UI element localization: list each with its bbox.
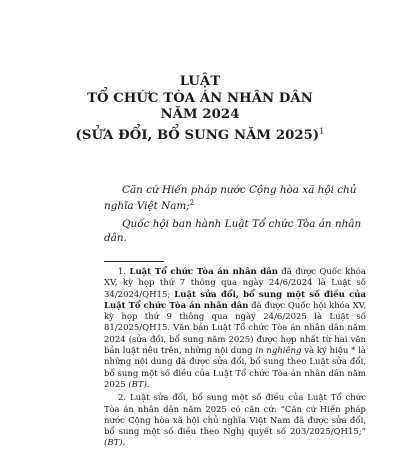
title-line-4-text: (SỬA ĐỔI, BỔ SUNG NĂM 2025) — [75, 127, 320, 143]
title-line-1: LUẬT — [179, 74, 221, 89]
footnote-1-bold-1: Luật Tổ chức Tòa án nhân dân — [129, 267, 278, 277]
preamble — [104, 184, 366, 250]
footnote-2 — [104, 393, 366, 449]
preamble-enact: Quốc hội ban hành Luật Tổ chức Tòa án nhân dân. — [104, 218, 362, 244]
footnote-1-text-3: và ký hiệu * là những nội dung đã được sửa đổi, bổ sung theo Luật sửa đổi, bổ sung một số điều của Luật Tổ chức Tòa án nhân dân năm 2025 — [104, 346, 366, 390]
footnote-2-italic: (BT) — [104, 438, 123, 449]
footnote-1-bold-2: Luật sửa đổi, bổ sung một số điều của Luật Tổ chức Tòa án nhân dân — [104, 289, 366, 311]
footnote-2-number: 2. — [118, 393, 127, 404]
title-line-4 — [0, 124, 400, 145]
footnote-2-text-2: . — [122, 438, 126, 449]
footnote-1-italic-2: (BT) — [128, 379, 147, 390]
footnotes — [104, 267, 366, 452]
footnote-1-text-1: đã được Quốc khóa XV, kỳ họp thứ 7 thông qua ngày 24/6/2024 là Luật số 34/2024/QH15; — [104, 267, 366, 300]
footnote-1-text-4: . — [146, 379, 150, 390]
footnote-2-text-1: Luật sửa đổi, bổ sung một số điều của Luật Tổ chức Tòa án nhân dân năm 2025 có căn cứ: “Căn cứ Hiến pháp nước Cộng hòa xã hội chủ nghĩa Việt Nam đã được sửa đổi, bổ sung một số điều theo Nghị quyết số 203/2025/QH15;” — [104, 393, 366, 438]
footnote-ref-1: 1 — [319, 126, 325, 136]
footnote-divider — [104, 261, 164, 262]
footnote-ref-2: 2 — [189, 199, 195, 208]
law-title — [0, 74, 400, 144]
title-line-2: TỔ CHỨC TÒA ÁN NHÂN DÂN — [87, 90, 313, 106]
footnote-1 — [104, 267, 366, 391]
preamble-basis-text: Căn cứ Hiến pháp nước Cộng hòa xã hội chủ nghĩa Việt Nam; — [104, 184, 357, 213]
footnote-1-number: 1. — [118, 267, 127, 277]
title-line-3: NĂM 2024 — [160, 107, 240, 122]
footnote-1-text-2: đã được Quốc hội khóa XV, kỳ họp thứ 9 thông qua ngày 24/6/2025 là Luật số 81/2025/QH15. Văn bản Luật Tổ chức Tòa án nhân dân năm 2024 (sửa đổi, bổ sung năm 2025) được hợp nhất từ hai văn bản luật nêu trên, những nội dung — [104, 300, 366, 357]
preamble-basis — [104, 184, 366, 213]
footnote-1-italic-1: in nghiêng — [255, 346, 302, 357]
